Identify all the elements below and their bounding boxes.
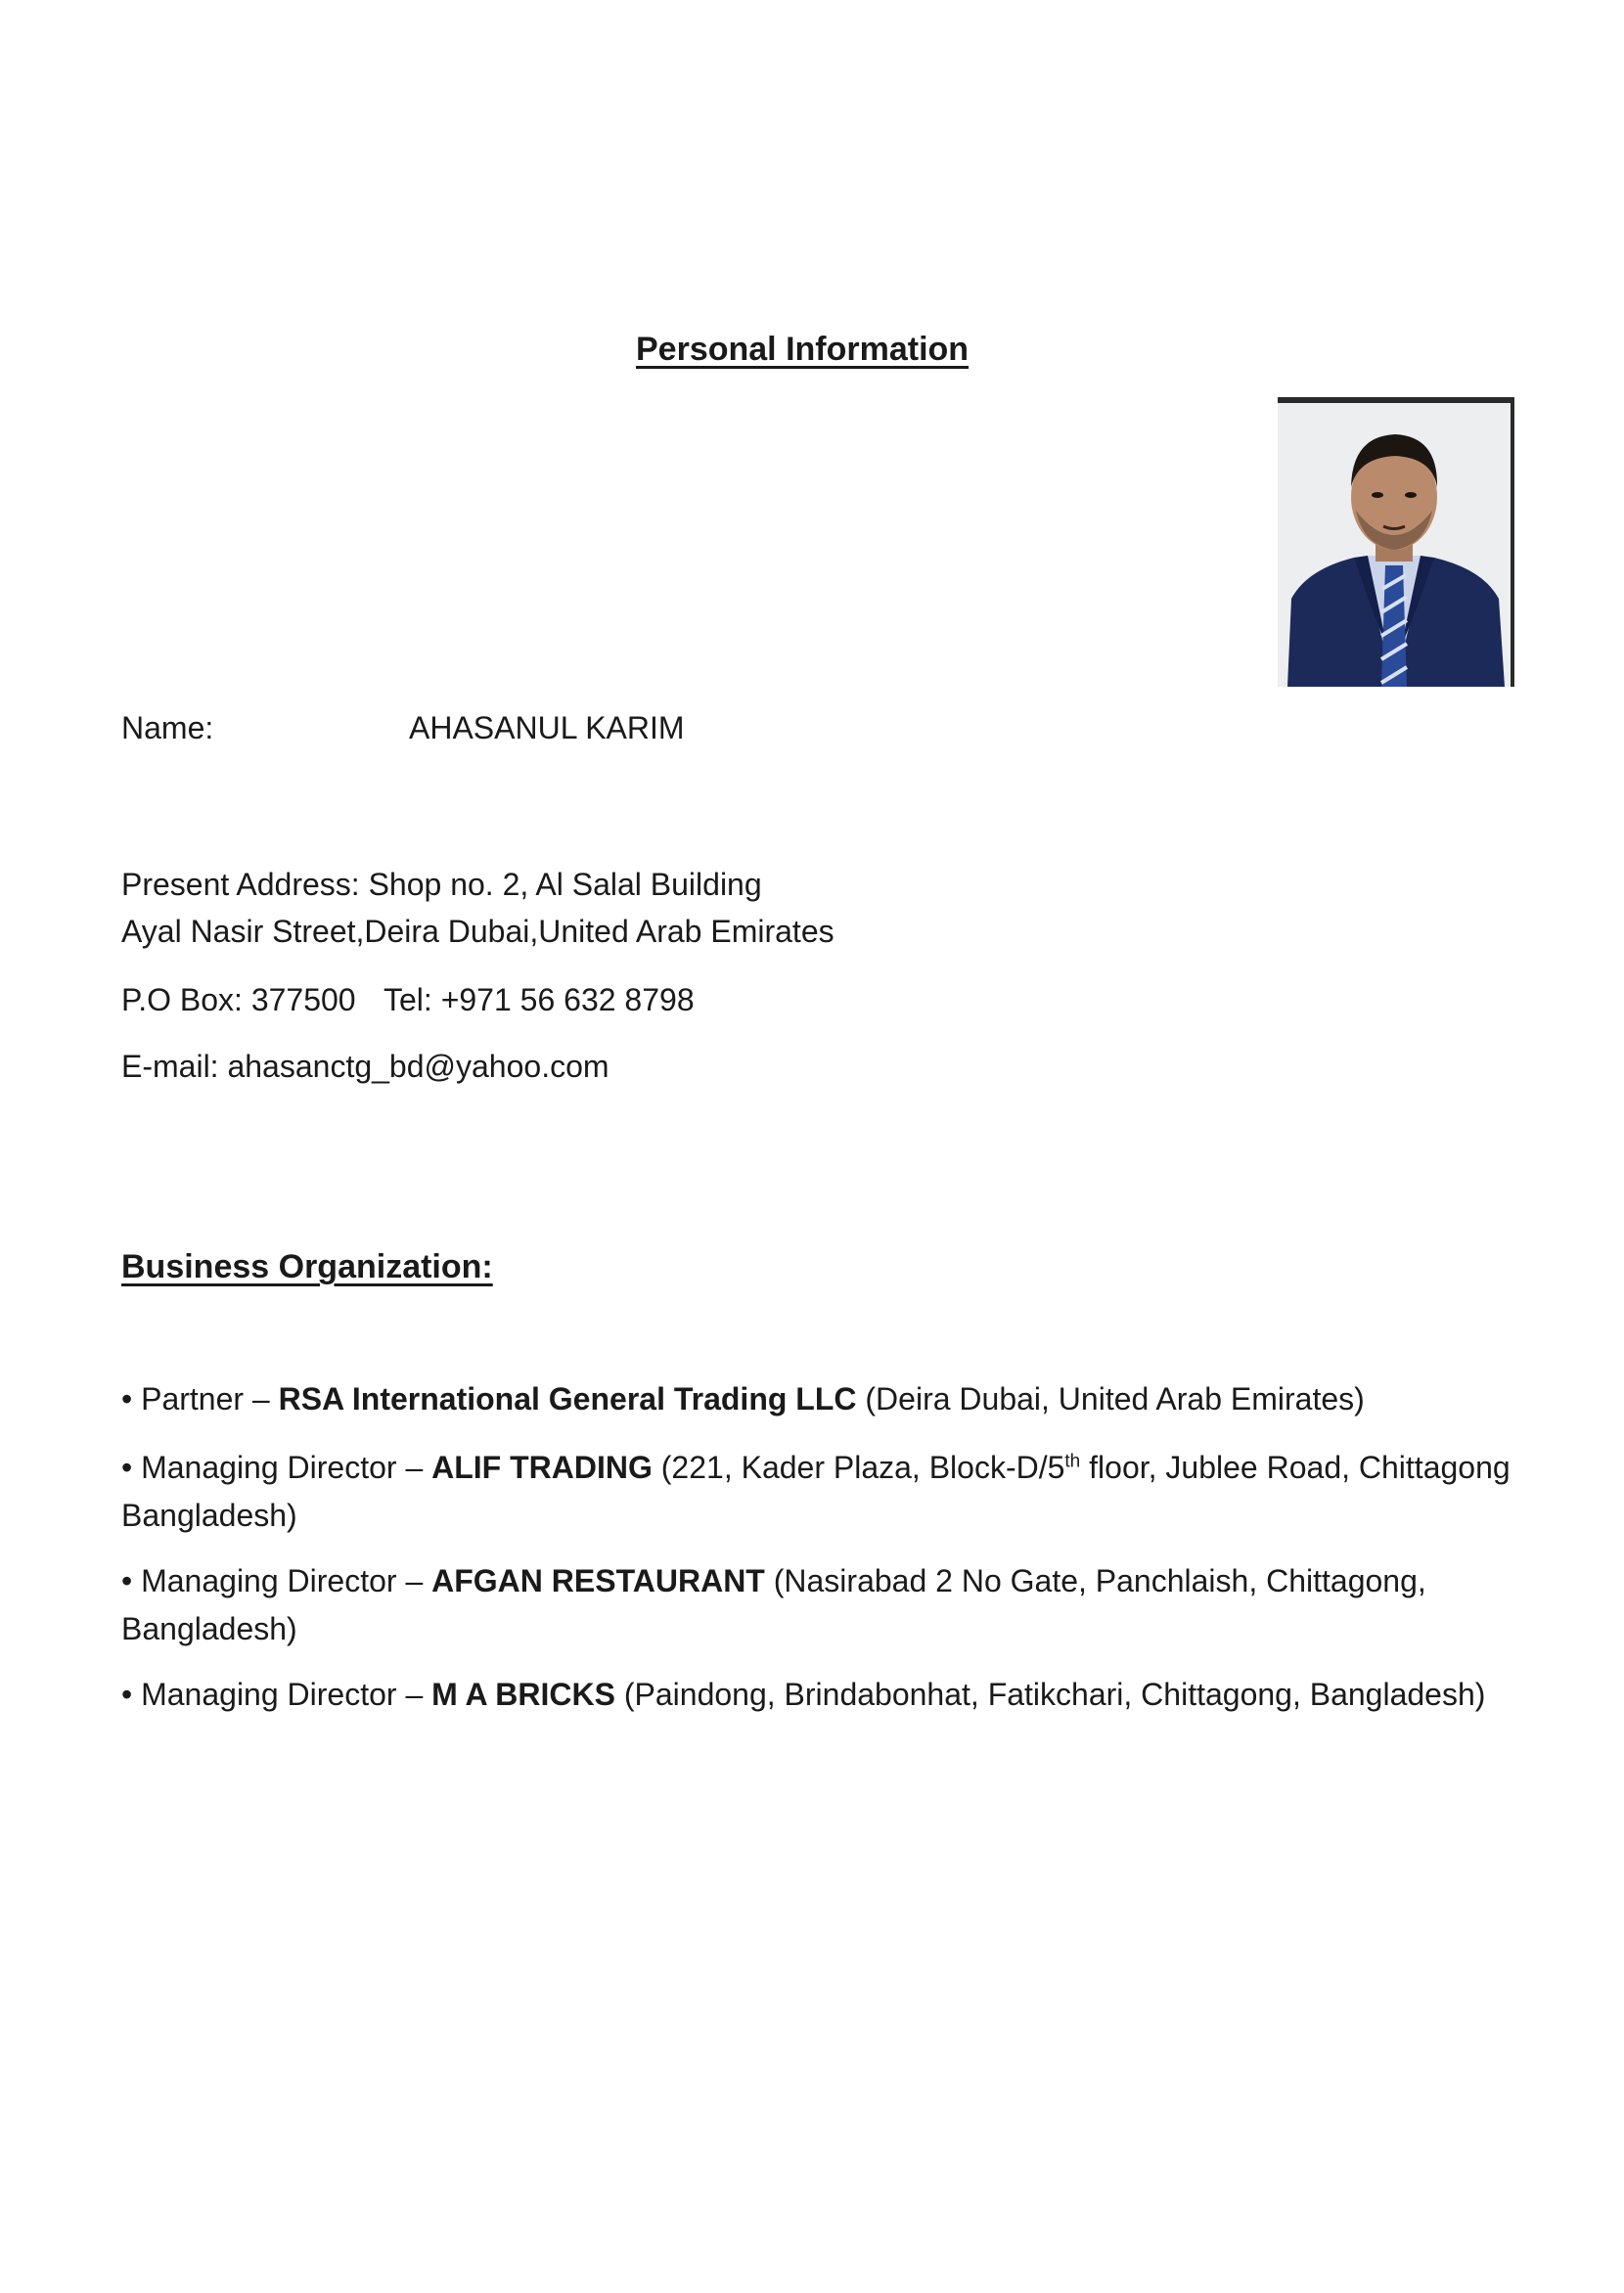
email: E-mail: ahasanctg_bd@yahoo.com xyxy=(121,1049,609,1084)
business-company: ALIF TRADING xyxy=(431,1450,653,1485)
address-line-1: Present Address: Shop no. 2, Al Salal Building xyxy=(121,867,762,902)
business-company: AFGAN RESTAURANT xyxy=(431,1563,765,1598)
business-item xyxy=(121,1671,1511,1719)
business-details: (Deira Dubai, United Arab Emirates) xyxy=(865,1381,1365,1416)
page-title: Personal Information xyxy=(636,331,970,368)
bullet: • xyxy=(121,1563,133,1598)
telephone: Tel: +971 56 632 8798 xyxy=(383,982,695,1017)
business-company: RSA International General Trading LLC xyxy=(278,1381,857,1416)
business-details: (221, Kader Plaza, Block-D/5th floor, Jublee Road, Chittagong Bangladesh) xyxy=(121,1450,1511,1533)
name-label: Name: xyxy=(121,710,214,745)
bullet: • xyxy=(121,1381,133,1416)
po-box: P.O Box: 377500 xyxy=(121,982,356,1017)
business-role: Managing Director – xyxy=(141,1450,424,1485)
business-role: Partner – xyxy=(141,1381,270,1416)
business-details: (Paindong, Brindabonhat, Fatikchari, Chittagong, Bangladesh) xyxy=(623,1677,1486,1712)
business-item xyxy=(121,1375,1511,1423)
business-item xyxy=(121,1557,1511,1653)
bullet: • xyxy=(121,1677,133,1712)
business-details: (Nasirabad 2 No Gate, Panchlaish, Chittagong, Bangladesh) xyxy=(121,1563,1426,1646)
business-item xyxy=(121,1444,1511,1540)
business-role: Managing Director – xyxy=(141,1677,424,1712)
address-line-2: Ayal Nasir Street,Deira Dubai,United Arab Emirates xyxy=(121,914,835,949)
superscript-th: th xyxy=(1064,1451,1081,1472)
name-value: AHASANUL KARIM xyxy=(409,710,685,745)
person-photo-icon xyxy=(1278,403,1511,687)
business-company: M A BRICKS xyxy=(431,1677,615,1712)
business-organization-heading: Business Organization: xyxy=(121,1248,493,1285)
business-role: Managing Director – xyxy=(141,1563,424,1598)
profile-photo xyxy=(1278,397,1514,687)
bullet: • xyxy=(121,1450,133,1485)
